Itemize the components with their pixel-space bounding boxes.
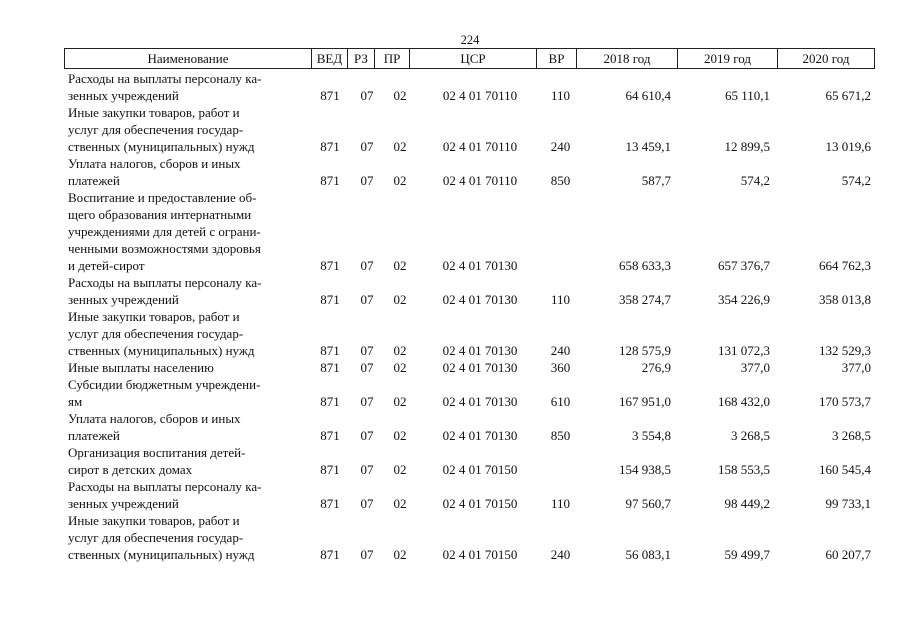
value-2018: 3 554,8: [632, 428, 671, 443]
table-row: [0, 512, 905, 563]
ved-cell: 871: [320, 547, 340, 562]
value-2019: 131 072,3: [718, 343, 770, 358]
row-name-line: услуг для обеспечения государ-: [68, 326, 244, 341]
row-name-line: Расходы на выплаты персоналу ка-: [68, 71, 262, 86]
value-2019: 377,0: [740, 360, 770, 375]
value-2018: 128 575,9: [619, 343, 671, 358]
rz-cell: 07: [360, 360, 374, 375]
pr-cell: 02: [393, 88, 407, 103]
row-name-line: Уплата налогов, сборов и иных: [68, 156, 241, 171]
value-2019: 3 268,5: [731, 428, 770, 443]
csr-cell: 02 4 01 70130: [442, 428, 518, 443]
pr-cell: 02: [393, 173, 407, 188]
header-2018: 2018 год: [577, 49, 678, 68]
row-name-line: зенных учреждений: [68, 292, 179, 307]
row-name-line: ственных (муниципальных) нужд: [68, 139, 255, 154]
vr-cell: 240: [550, 547, 571, 562]
value-2019: 98 449,2: [724, 496, 770, 511]
header-2019: 2019 год: [678, 49, 778, 68]
vr-cell: 850: [550, 173, 571, 188]
vr-cell: 110: [550, 88, 571, 103]
row-name-line: Иные закупки товаров, работ и: [68, 309, 240, 324]
value-2019: 354 226,9: [718, 292, 770, 307]
ved-cell: 871: [320, 88, 340, 103]
vr-cell: 850: [550, 428, 571, 443]
pr-cell: 02: [393, 360, 407, 375]
ved-cell: 871: [320, 496, 340, 511]
row-name: [68, 155, 313, 189]
row-name-line: Организация воспитания детей-: [68, 445, 246, 460]
pr-cell: 02: [393, 394, 407, 409]
row-name-line: Иные закупки товаров, работ и: [68, 513, 240, 528]
value-2020: 358 013,8: [819, 292, 871, 307]
ved-cell: 871: [320, 394, 340, 409]
value-2019: 158 553,5: [718, 462, 770, 477]
table-row: [0, 444, 905, 478]
header-ved: ВЕД: [312, 49, 348, 68]
csr-cell: 02 4 01 70150: [442, 462, 518, 477]
ved-cell: 871: [320, 360, 340, 375]
vr-cell: 240: [550, 343, 571, 358]
row-name-line: и детей-сирот: [68, 258, 145, 273]
pr-cell: 02: [393, 547, 407, 562]
value-2020: 65 671,2: [825, 88, 871, 103]
row-name-line: Субсидии бюджетным учреждени-: [68, 377, 261, 392]
row-name-line: Расходы на выплаты персоналу ка-: [68, 275, 262, 290]
table-row: [0, 189, 905, 274]
value-2019: 168 432,0: [718, 394, 770, 409]
table-row: [0, 274, 905, 308]
table-row: [0, 376, 905, 410]
value-2018: 276,9: [641, 360, 671, 375]
row-name-line: Иные выплаты населению: [68, 360, 214, 375]
row-name: [68, 70, 313, 104]
table-header: [64, 48, 875, 69]
rz-cell: 07: [360, 139, 374, 154]
value-2019: 12 899,5: [724, 139, 770, 154]
row-name-line: учреждениями для детей с ограни-: [68, 224, 261, 239]
table-body: [0, 70, 905, 563]
vr-cell: 110: [550, 496, 571, 511]
value-2018: 587,7: [641, 173, 671, 188]
value-2019: 574,2: [740, 173, 770, 188]
table-row: [0, 478, 905, 512]
ved-cell: 871: [320, 258, 340, 273]
row-name: [68, 274, 313, 308]
value-2020: 132 529,3: [819, 343, 871, 358]
row-name-line: Уплата налогов, сборов и иных: [68, 411, 241, 426]
rz-cell: 07: [360, 258, 374, 273]
csr-cell: 02 4 01 70130: [442, 360, 518, 375]
value-2018: 64 610,4: [625, 88, 671, 103]
row-name-line: услуг для обеспечения государ-: [68, 530, 244, 545]
row-name-line: ственных (муниципальных) нужд: [68, 547, 255, 562]
value-2018: 154 938,5: [619, 462, 671, 477]
value-2020: 664 762,3: [819, 258, 871, 273]
header-pr: ПР: [375, 49, 410, 68]
value-2018: 13 459,1: [625, 139, 671, 154]
csr-cell: 02 4 01 70130: [442, 394, 518, 409]
rz-cell: 07: [360, 343, 374, 358]
csr-cell: 02 4 01 70150: [442, 547, 518, 562]
value-2020: 574,2: [841, 173, 871, 188]
vr-cell: 110: [550, 292, 571, 307]
ved-cell: 871: [320, 139, 340, 154]
rz-cell: 07: [360, 547, 374, 562]
rz-cell: 07: [360, 88, 374, 103]
csr-cell: 02 4 01 70150: [442, 496, 518, 511]
value-2018: 658 633,3: [619, 258, 671, 273]
row-name: [68, 359, 313, 376]
pr-cell: 02: [393, 292, 407, 307]
value-2018: 358 274,7: [619, 292, 671, 307]
value-2019: 59 499,7: [724, 547, 770, 562]
value-2020: 60 207,7: [825, 547, 871, 562]
ved-cell: 871: [320, 343, 340, 358]
vr-cell: 610: [550, 394, 571, 409]
row-name-line: сирот в детских домах: [68, 462, 193, 477]
value-2020: 377,0: [841, 360, 871, 375]
row-name: [68, 104, 313, 155]
pr-cell: 02: [393, 462, 407, 477]
header-2020: 2020 год: [802, 51, 850, 66]
vr-cell: 360: [550, 360, 571, 375]
row-name: [68, 376, 313, 410]
table-row: [0, 155, 905, 189]
value-2018: 97 560,7: [625, 496, 671, 511]
rz-cell: 07: [360, 428, 374, 443]
row-name: [68, 512, 313, 563]
table-row: [0, 359, 905, 376]
row-name-line: щего образования интернатными: [68, 207, 252, 222]
value-2020: 170 573,7: [819, 394, 871, 409]
page-number: 224: [460, 33, 480, 47]
row-name-line: Расходы на выплаты персоналу ка-: [68, 479, 262, 494]
row-name-line: Иные закупки товаров, работ и: [68, 105, 240, 120]
ved-cell: 871: [320, 173, 340, 188]
row-name: [68, 308, 313, 359]
value-2020: 13 019,6: [825, 139, 871, 154]
ved-cell: 871: [320, 462, 340, 477]
row-name-line: зенных учреждений: [68, 88, 179, 103]
header-csr: ЦСР: [410, 49, 537, 68]
pr-cell: 02: [393, 139, 407, 154]
rz-cell: 07: [360, 462, 374, 477]
value-2018: 56 083,1: [625, 547, 671, 562]
header-vr: ВР: [537, 49, 577, 68]
value-2019: 65 110,1: [724, 88, 770, 103]
row-name: [68, 444, 313, 478]
csr-cell: 02 4 01 70110: [442, 173, 518, 188]
ved-cell: 871: [320, 428, 340, 443]
csr-cell: 02 4 01 70130: [442, 258, 518, 273]
ved-cell: 871: [320, 292, 340, 307]
rz-cell: 07: [360, 292, 374, 307]
value-2018: 167 951,0: [619, 394, 671, 409]
row-name-line: ям: [68, 394, 83, 409]
value-2020: 160 545,4: [819, 462, 871, 477]
vr-cell: 240: [550, 139, 571, 154]
row-name: [68, 478, 313, 512]
pr-cell: 02: [393, 343, 407, 358]
row-name-line: услуг для обеспечения государ-: [68, 122, 244, 137]
row-name-line: платежей: [68, 173, 120, 188]
header-name: Наименование: [65, 49, 312, 68]
table-row: [0, 70, 905, 104]
value-2020: 99 733,1: [825, 496, 871, 511]
csr-cell: 02 4 01 70130: [442, 343, 518, 358]
value-2019: 657 376,7: [718, 258, 770, 273]
pr-cell: 02: [393, 428, 407, 443]
pr-cell: 02: [393, 496, 407, 511]
row-name: [68, 410, 313, 444]
row-name-line: ченными возможностями здоровья: [68, 241, 261, 256]
csr-cell: 02 4 01 70110: [442, 88, 518, 103]
row-name-line: платежей: [68, 428, 120, 443]
csr-cell: 02 4 01 70130: [442, 292, 518, 307]
pr-cell: 02: [393, 258, 407, 273]
rz-cell: 07: [360, 394, 374, 409]
table-row: [0, 410, 905, 444]
row-name-line: Воспитание и предоставление об-: [68, 190, 257, 205]
row-name: [68, 189, 313, 274]
rz-cell: 07: [360, 496, 374, 511]
row-name-line: ственных (муниципальных) нужд: [68, 343, 255, 358]
row-name-line: зенных учреждений: [68, 496, 179, 511]
header-rz: РЗ: [348, 49, 375, 68]
rz-cell: 07: [360, 173, 374, 188]
table-row: [0, 308, 905, 359]
csr-cell: 02 4 01 70110: [442, 139, 518, 154]
table-row: [0, 104, 905, 155]
value-2020: 3 268,5: [832, 428, 871, 443]
